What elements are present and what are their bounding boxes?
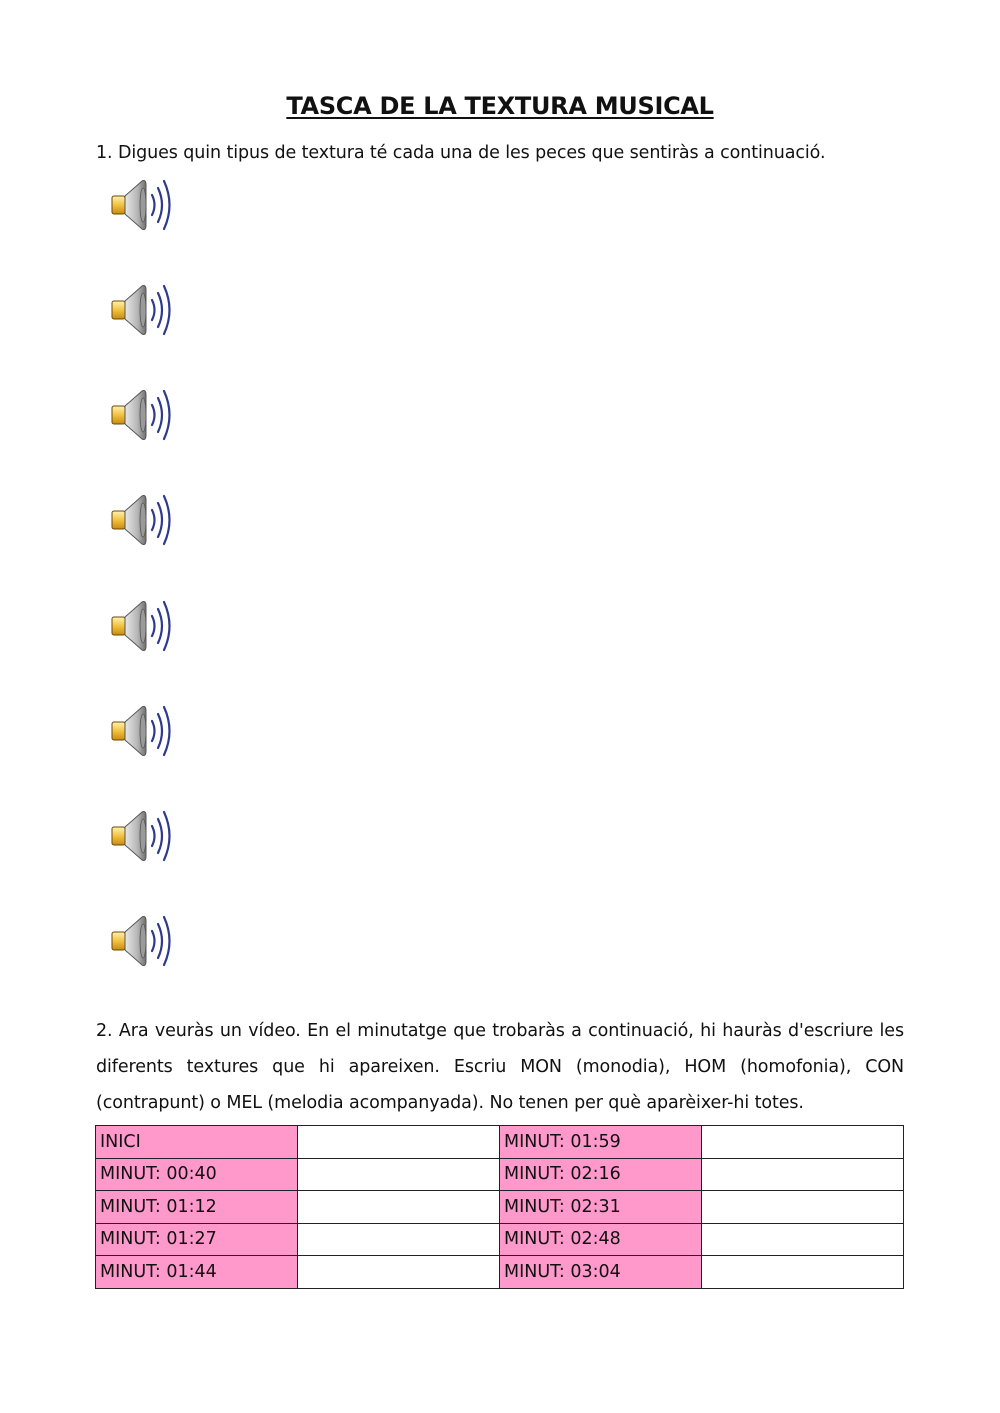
timestamp-label: MINUT: 02:16 (500, 1158, 702, 1191)
answer-cell[interactable] (298, 1191, 500, 1224)
answer-cell[interactable] (298, 1126, 500, 1159)
timestamp-label: MINUT: 02:48 (500, 1223, 702, 1256)
timestamp-label: MINUT: 01:44 (96, 1256, 298, 1289)
question-1-text: 1. Digues quin tipus de textura té cada una de les peces que sentiràs a continuació. (96, 143, 826, 163)
table-row (96, 1126, 904, 1159)
table-row (96, 1158, 904, 1191)
speaker-icon[interactable] (108, 596, 174, 656)
page-title: TASCA DE LA TEXTURA MUSICAL (286, 92, 714, 120)
timestamp-label: MINUT: 01:59 (500, 1126, 702, 1159)
answer-cell[interactable] (702, 1191, 904, 1224)
timestamp-label: MINUT: 03:04 (500, 1256, 702, 1289)
speaker-icon[interactable] (108, 806, 174, 866)
answer-cell[interactable] (702, 1126, 904, 1159)
answer-cell[interactable] (702, 1256, 904, 1289)
answer-cell[interactable] (298, 1223, 500, 1256)
answer-cell[interactable] (702, 1158, 904, 1191)
timestamp-label: MINUT: 01:27 (96, 1223, 298, 1256)
speaker-icon[interactable] (108, 911, 174, 971)
timestamp-label: MINUT: 01:12 (96, 1191, 298, 1224)
table-row (96, 1223, 904, 1256)
answer-cell[interactable] (298, 1256, 500, 1289)
table-row (96, 1256, 904, 1289)
answer-cell[interactable] (298, 1158, 500, 1191)
timestamp-label: INICI (96, 1126, 298, 1159)
table-row (96, 1191, 904, 1224)
speaker-icon[interactable] (108, 280, 174, 340)
speaker-icon[interactable] (108, 490, 174, 550)
speaker-icon[interactable] (108, 385, 174, 445)
question-2-text: 2. Ara veuràs un vídeo. En el minutatge que trobaràs a continuació, hi hauràs d'escriure les diferents textures que hi apareixen. Escriu MON (monodia), HOM (homofonia), CON (contrapunt) o MEL (melodia acompanyada). No tenen per què aparèixer-hi totes. (96, 1021, 904, 1113)
answer-cell[interactable] (702, 1223, 904, 1256)
timestamp-table (95, 1125, 904, 1289)
timestamp-label: MINUT: 02:31 (500, 1191, 702, 1224)
speaker-icon[interactable] (108, 175, 174, 235)
timestamp-label: MINUT: 00:40 (96, 1158, 298, 1191)
speaker-icon[interactable] (108, 701, 174, 761)
